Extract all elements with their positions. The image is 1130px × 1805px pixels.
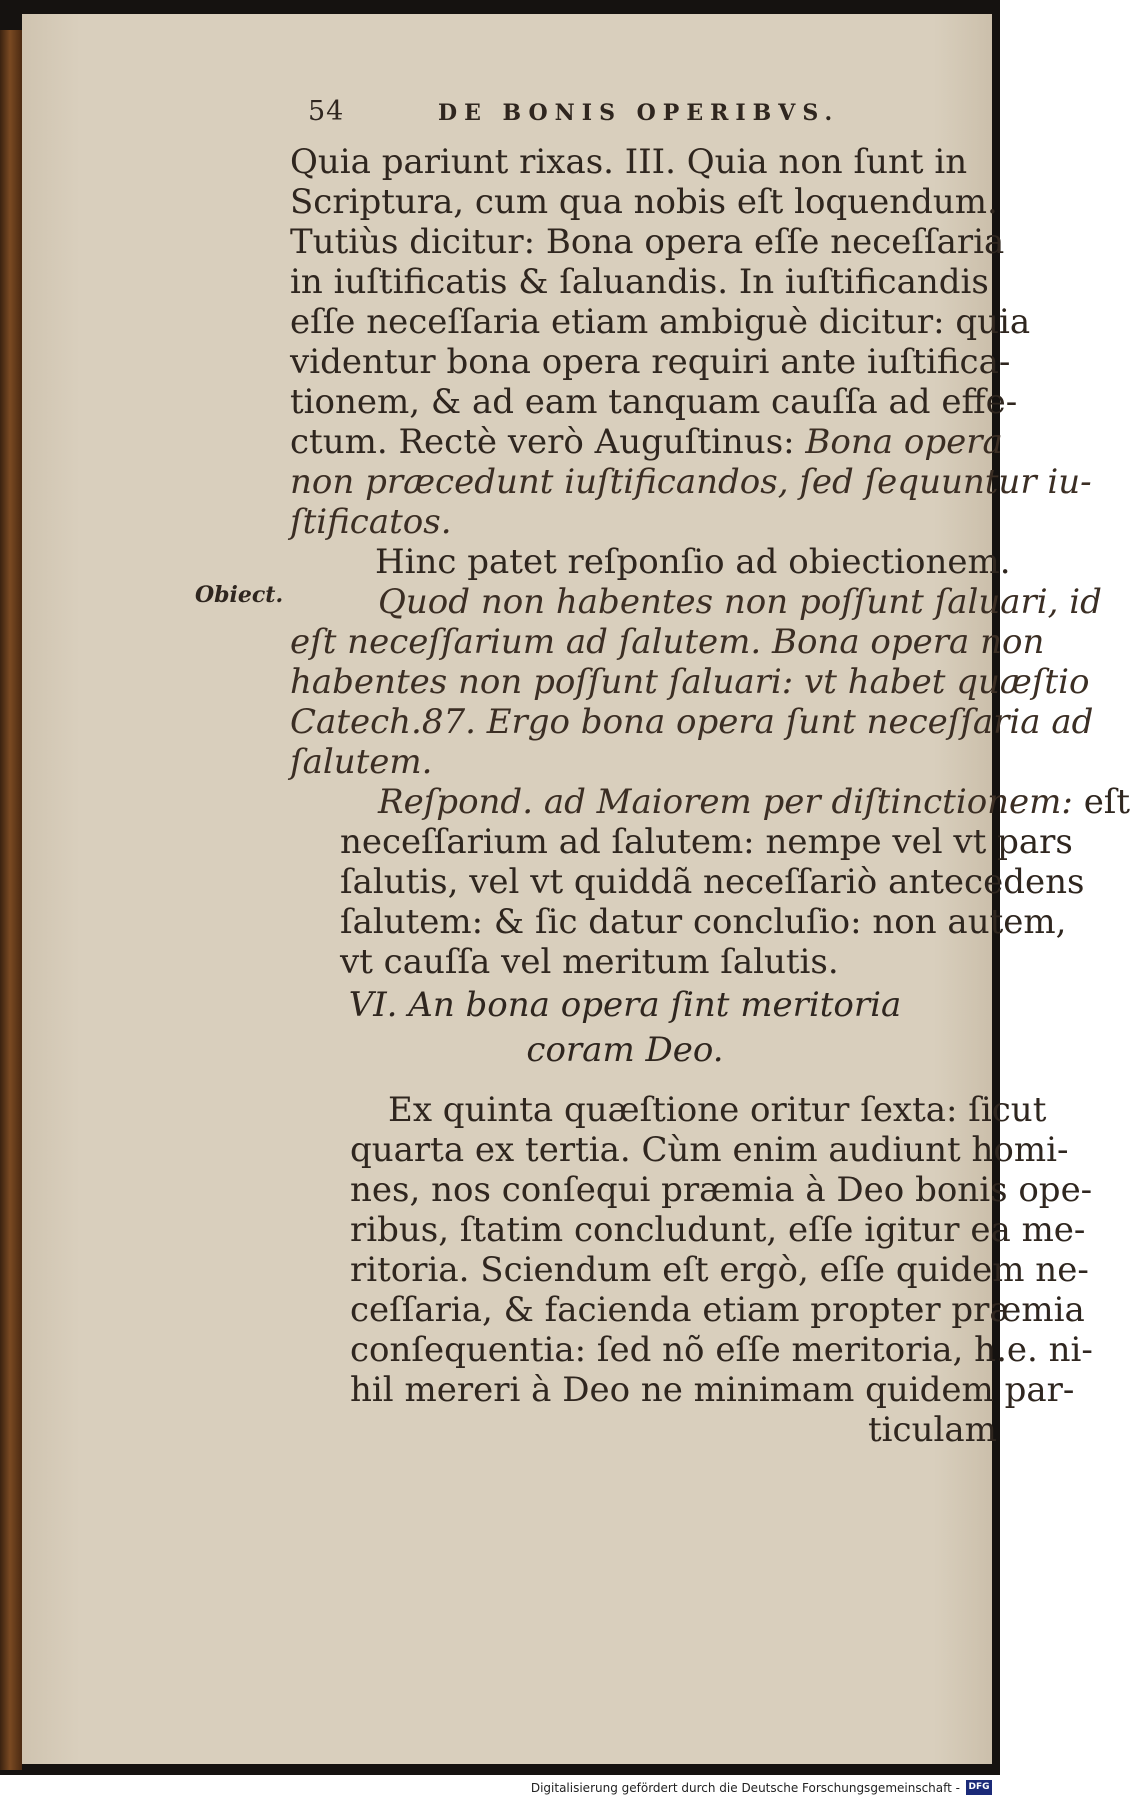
section-line: ritoria. Sciendum eſt ergò, eſſe quidem ne-	[350, 1250, 1089, 1290]
text-roman: ctum. Rectè verò Auguſtinus:	[290, 422, 806, 462]
objection-line: eſt neceſſarium ad ſalutem. Bona opera non	[290, 622, 1045, 662]
book-spine	[0, 30, 22, 1770]
response-line: ſalutem: & ſic datur concluſio: non autem,	[340, 902, 1067, 942]
text-line: tionem, & ad eam tanquam cauſſa ad effe-	[290, 382, 1018, 422]
footer-bar	[0, 1775, 1000, 1805]
catchword: ticulam	[868, 1410, 997, 1450]
page-number: 54	[308, 96, 345, 127]
text-line-hinc: Hinc patet reſponſio ad obiectionem.	[375, 542, 1011, 582]
text-line: eſſe neceſſaria etiam ambiguè dicitur: quia	[290, 302, 1031, 342]
response-first-line	[378, 782, 1130, 822]
section-line: ceſſaria, & facienda etiam propter præmia	[350, 1290, 1085, 1330]
section-line: ribus, ſtatim concludunt, eſſe igitur ea me-	[350, 1210, 1086, 1250]
text-line: Quia pariunt rixas. III. Quia non ſunt in	[290, 142, 968, 182]
quote-line: non præcedunt iuſtificandos, ſed ſequuntur iu-	[290, 462, 1092, 502]
text-line: in iuſtificatis & ſaluandis. In iuſtificandis	[290, 262, 989, 302]
section-heading-continued: coram Deo.	[526, 1030, 724, 1070]
text-italic: Reſpond. ad Maiorem per diſtinctionem:	[378, 782, 1084, 822]
text-line: Scriptura, cum qua nobis eſt loquendum.	[290, 182, 998, 222]
dfg-logo: DFG	[966, 1780, 992, 1795]
section-line: conſequentia: ſed nõ eſſe meritoria, h.e. ni-	[350, 1330, 1093, 1370]
response-line: vt cauſſa vel meritum ſalutis.	[340, 942, 839, 982]
section-line: quarta ex tertia. Cùm enim audiunt homi-	[350, 1130, 1069, 1170]
text-italic: Bona opera	[805, 422, 1003, 462]
text-line: Tutiùs dicitur: Bona opera eſſe neceſſaria	[290, 222, 1005, 262]
section-line: hil mereri à Deo ne minimam quidem par-	[350, 1370, 1075, 1410]
objection-line: ſalutem.	[290, 742, 433, 782]
objection-line: Catech.87. Ergo bona opera ſunt neceſſaria ad	[290, 702, 1094, 742]
margin-note: Obiect.	[195, 582, 284, 608]
footer-credit: Digitalisierung gefördert durch die Deutsche Forschungsgemeinschaft -	[530, 1781, 960, 1795]
section-line: nes, nos conſequi præmia à Deo bonis ope-	[350, 1170, 1093, 1210]
quote-line: ſtificatos.	[290, 502, 452, 542]
objection-line: Quod non habentes non poſſunt ſaluari, id	[378, 582, 1102, 622]
objection-line: habentes non poſſunt ſaluari: vt habet quæſtio	[290, 662, 1090, 702]
section-heading: VI. An bona opera ſint meritoria	[348, 985, 902, 1025]
response-line: neceſſarium ad ſalutem: nempe vel vt pars	[340, 822, 1073, 862]
text-roman: eſt	[1083, 782, 1130, 822]
running-title: DE BONIS OPERIBVS.	[438, 100, 840, 126]
response-line: ſalutis, vel vt quiddã neceſſariò antecedens	[340, 862, 1085, 902]
text-line-augustinus	[290, 422, 1003, 462]
text-line: videntur bona opera requiri ante iuſtifica-	[290, 342, 1011, 382]
section-line: Ex quinta quæſtione oritur ſexta: ſicut	[388, 1090, 1047, 1130]
